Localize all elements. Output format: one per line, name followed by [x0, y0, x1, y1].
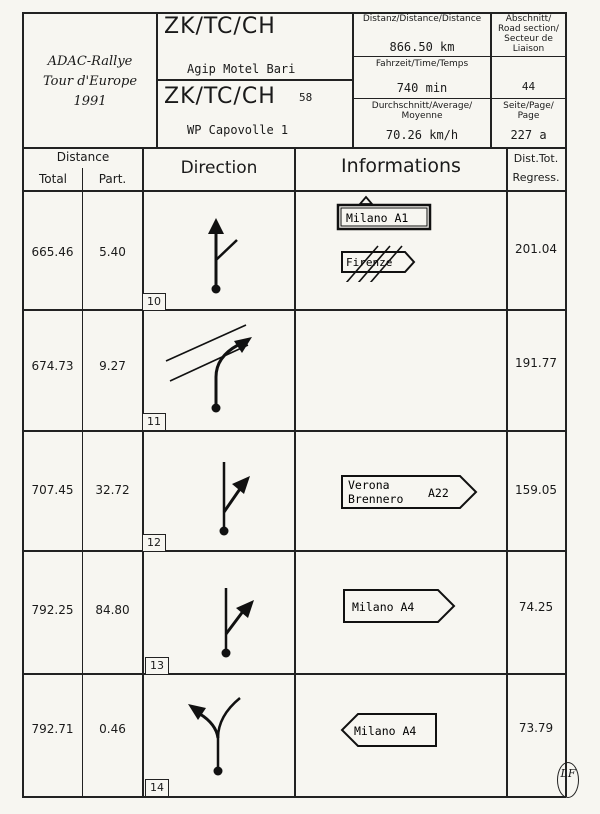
section-label-line: Road section/: [498, 24, 559, 34]
row-number: 11: [142, 413, 166, 431]
row-regress: 191.77: [515, 356, 557, 370]
rally-line: Tour d'Europe: [42, 74, 138, 89]
time-value: 740 min: [396, 81, 448, 95]
distance-value: 866.50 km: [389, 40, 455, 54]
road-sign-milano-a4: [340, 586, 470, 626]
column-dist-tot: [507, 149, 565, 187]
section-label-line: Secteur de: [504, 34, 553, 44]
page-label-line: Page: [517, 111, 540, 121]
column-dist-tot-line: Regress.: [512, 171, 560, 184]
row-regress: 159.05: [515, 483, 557, 497]
page-label-line: Seite/Page/: [503, 101, 554, 111]
row-total: 792.71: [31, 722, 74, 736]
tulip-diagram: [144, 432, 294, 549]
row-regress: 201.04: [515, 242, 557, 256]
column-distance: Distance: [56, 150, 110, 164]
sign-text: Milano A4: [354, 724, 417, 738]
distance-label: Distanz/Distance/Distance: [362, 14, 482, 24]
sign-firenze: [340, 246, 414, 282]
average-label: [354, 101, 490, 121]
countries-bottom: ZK/TC/CH: [164, 84, 276, 109]
column-part: Part.: [98, 172, 127, 186]
sign-text: Brennero: [348, 492, 404, 506]
initials-stamp: LF: [557, 762, 579, 798]
time-label: Fahrzeit/Time/Temps: [375, 59, 469, 69]
row-part: 0.46: [99, 722, 126, 736]
row-total: 665.46: [31, 245, 74, 259]
sign-milano-a1: [338, 197, 430, 229]
row-total: 674.73: [31, 359, 74, 373]
row-total: 792.25: [31, 603, 74, 617]
page-label: [492, 101, 565, 121]
row-total: 707.45: [31, 483, 74, 497]
column-dist-tot-line: Dist.Tot.: [513, 152, 559, 165]
row-number: 10: [142, 293, 166, 311]
section-label-line: Liaison: [512, 44, 545, 54]
section-label-line: Abschnitt/: [505, 14, 552, 24]
tulip-diagram: [144, 552, 294, 672]
countries-top: ZK/TC/CH: [164, 14, 276, 39]
row-regress: 74.25: [518, 600, 554, 614]
average-label-line: Moyenne: [401, 111, 443, 121]
road-sign-milano-a4-left: [338, 710, 468, 750]
rally-line: 1991: [73, 94, 107, 109]
section-value: 44: [521, 80, 536, 93]
row-part: 84.80: [95, 603, 130, 617]
road-signs: [330, 192, 440, 282]
row-number: 14: [145, 779, 169, 797]
location-top: Agip Motel Bari: [187, 62, 296, 76]
column-informations: Informations: [341, 155, 461, 177]
page-value: 227 a: [510, 128, 547, 142]
rally-line: ADAC-Rallye: [47, 54, 133, 69]
sign-text: Milano A1: [346, 211, 409, 225]
tulip-diagram: [144, 192, 294, 308]
column-total: Total: [38, 172, 68, 186]
road-sign-verona: [338, 470, 488, 518]
stage-number: 58: [299, 91, 313, 104]
row-number: 12: [142, 534, 166, 552]
sign-text: Verona: [348, 478, 390, 492]
row-number: 13: [145, 657, 169, 675]
sign-text: Firenze: [346, 256, 393, 269]
tulip-diagram: [144, 676, 294, 794]
average-label-line: Durchschnitt/Average/: [371, 101, 473, 111]
row-regress: 73.79: [518, 721, 554, 735]
section-label: [492, 14, 565, 54]
row-part: 9.27: [99, 359, 126, 373]
sign-text: A22: [428, 486, 449, 500]
average-value: 70.26 km/h: [385, 128, 459, 142]
row-part: 32.72: [95, 483, 130, 497]
row-part: 5.40: [99, 245, 126, 259]
column-direction: Direction: [180, 158, 258, 178]
sign-text: Milano A4: [352, 600, 415, 614]
tulip-diagram: [144, 311, 294, 429]
rally-name: [24, 52, 156, 112]
location-bottom: WP Capovolle 1: [187, 123, 289, 137]
